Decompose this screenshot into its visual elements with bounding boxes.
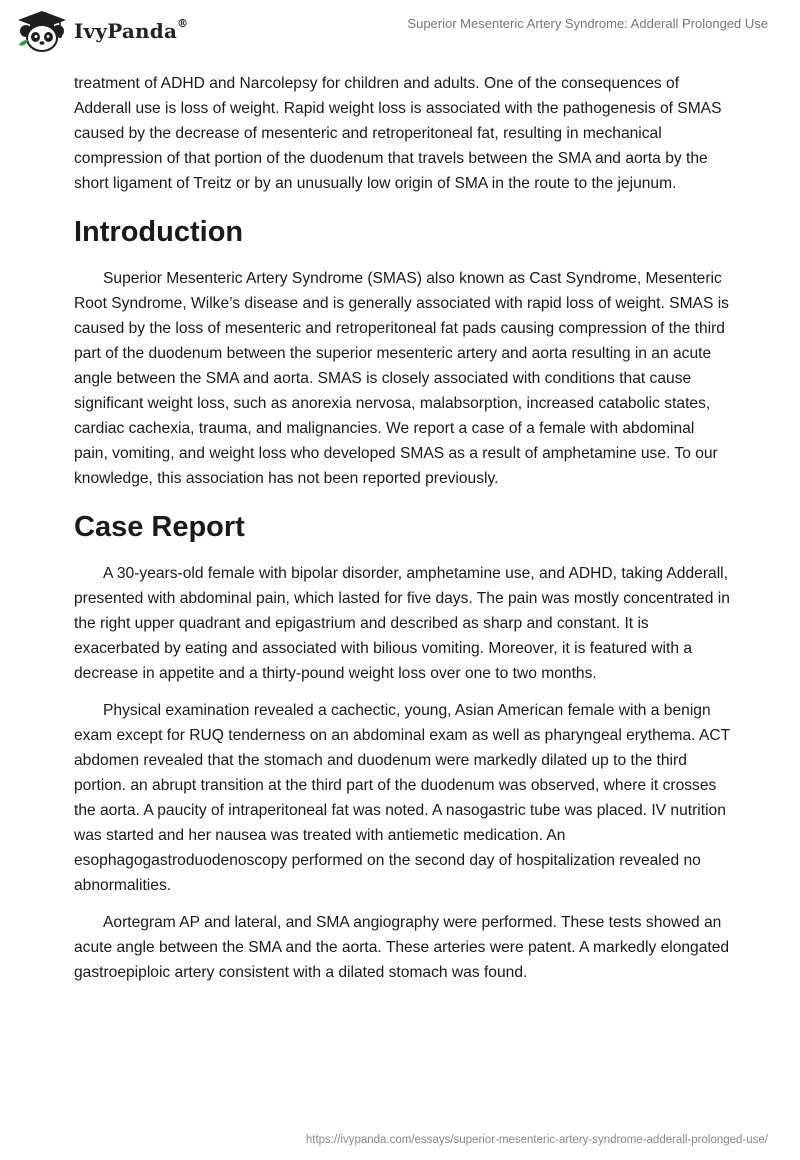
essay-body <box>74 71 730 997</box>
paragraph-introduction: Superior Mesenteric Artery Syndrome (SMAS) also known as Cast Syndrome, Mesenteric Root Syndrome, Wilke’s disease and is generally associated with rapid loss of weight. SMAS is caused by the loss of mesenteric and retroperitoneal fat pads causing compression of the third part of the duodenum between the superior mesenteric artery and aorta resulting in an acute angle between the SMA and aorta. SMAS is closely associated with conditions that cause significant weight loss, such as anorexia nervosa, malabsorption, increased catabolic states, cardiac cachexia, trauma, and malignancies. We report a case of a female with abdominal pain, vomiting, and weight loss who developed SMAS as a result of amphetamine use. To our knowledge, this association has not been reported previously. <box>74 270 729 487</box>
page-header <box>0 0 800 62</box>
heading-case-report: Case Report <box>74 511 245 543</box>
source-url[interactable]: https://ivypanda.com/essays/superior-mesenteric-artery-syndrome-adderall-prolonged-use/ <box>305 1134 768 1146</box>
paragraph-case-presentation: A 30-years-old female with bipolar disorder, amphetamine use, and ADHD, taking Adderall, presented with abdominal pain, which lasted for five days. The pain was mostly concentrated in the right upper quadrant and epigastrium and described as sharp and constant. It is exacerbated by eating and associated with bilious vomiting. Moreover, it is featured with a decrease in appetite and a thirty-pound weight loss over one to two months. <box>74 565 730 682</box>
paragraph-intro-fragment: treatment of ADHD and Narcolepsy for children and adults. One of the consequences of Adderall use is loss of weight. Rapid weight loss is associated with the pathogenesis of SMAS caused by the decrease of mesenteric and retroperitoneal fat, resulting in mechanical compression of that portion of the duodenum that travels between the SMA and aorta by the short ligament of Treitz or by an unusually low origin of SMA in the route to the jejunum. <box>74 75 722 192</box>
registered-mark: ® <box>177 17 189 30</box>
panda-graduate-icon <box>16 9 68 53</box>
document-title: Superior Mesenteric Artery Syndrome: Adderall Prolonged Use <box>407 16 768 31</box>
paragraph-physical-examination: Physical examination revealed a cachectic, young, Asian American female with a benign exam except for RUQ tenderness on an abdominal exam as well as pharyngeal erythema. ACT abdomen revealed that the stomach and duodenum were markedly dilated up to the third portion. an abrupt transition at the third part of the duodenum was observed, where it crosses the aorta. A paucity of intraperitoneal fat was noted. A nasogastric tube was placed. IV nutrition was started and her nausea was treated with antiemetic medication. An esophagogastroduodenoscopy performed on the second day of hospitalization revealed no abnormalities. <box>74 702 730 894</box>
ivypanda-logo[interactable] <box>16 9 188 53</box>
paragraph-angiography: Aortegram AP and lateral, and SMA angiography were performed. These tests showed an acute angle between the SMA and the aorta. These arteries were patent. A markedly elongated gastroepiploic artery consistent with a dilated stomach was found. <box>74 914 730 981</box>
brand-name: IvyPanda® <box>74 17 189 43</box>
heading-introduction: Introduction <box>74 216 244 248</box>
